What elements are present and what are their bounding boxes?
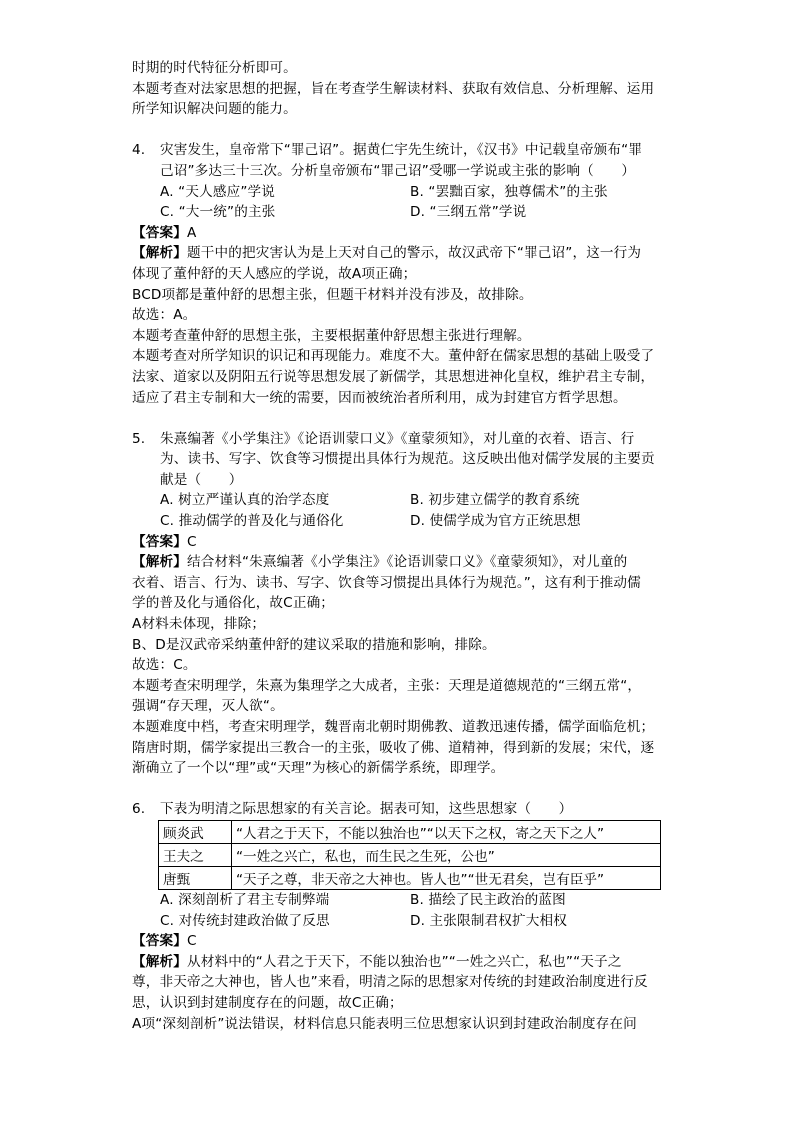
- thinker-quote: “天子之尊，非天帝之大神也。皆人也”“世无君矣，岂有臣乎”: [232, 866, 661, 889]
- answer-value: C: [186, 933, 197, 950]
- text-line: 本题考查对法家思想的把握，旨在考查学生解读材料、获取有效信息、分析理解、运用: [132, 80, 655, 97]
- option-c: C. 推动儒学的普及化与通俗化: [160, 513, 344, 530]
- analysis-line: 衣着、语言、行为、读书、写字、饮食等习惯提出具体行为规范。”，这有利于推动儒: [132, 574, 641, 591]
- analysis-line: 故选：A。: [132, 307, 197, 324]
- table-row: [159, 820, 661, 843]
- analysis-line: 本题难度中档，考查宋明理学，魏晋南北朝时期佛教、道教迅速传播，儒学面临危机；: [132, 719, 655, 735]
- options: [132, 890, 662, 931]
- analysis-block: [132, 243, 662, 408]
- analysis-line: 【解析】结合材料“朱熹编著《小学集注》《论语训蒙口义》《童蒙须知》，对儿童的: [132, 554, 628, 571]
- question-stem: [132, 140, 662, 181]
- option-a: A. 树立严谨认真的治学态度: [160, 492, 330, 509]
- answer-tag: 【答案】: [132, 533, 187, 550]
- analysis-line: 法家、道家以及阴阳五行说等思想发展了新儒学，其思想进神化皇权，维护君主专制，: [132, 368, 655, 385]
- options: [132, 182, 662, 223]
- question-stem: [132, 429, 662, 491]
- answer-tag: 【答案】: [132, 933, 187, 950]
- analysis-tag: 【解析】: [132, 953, 187, 970]
- analysis-line: 思，认识到封建制度存在的问题，故C正确；: [132, 994, 403, 1011]
- option-b: B. 描绘了民主政治的蓝图: [410, 891, 566, 908]
- answer-tag: 【答案】: [132, 224, 187, 241]
- stem-line: 灾害发生，皇帝常下“罪己诏”。据黄仁宇先生统计，《汉书》中记载皇帝颁布“罪: [160, 142, 643, 159]
- analysis-line: BCD项都是董仲舒的思想主张，但题干材料并没有涉及，故排除。: [132, 286, 533, 303]
- stem-line: 己诏”多达三十三次。分析皇帝颁布“罪己诏”受哪一学说或主张的影响（ ）: [160, 162, 636, 179]
- analysis-line: 适应了君主专制和大一统的需要，因而被统治者所利用，成为封建官方哲学思想。: [132, 389, 627, 406]
- table-row: [159, 866, 661, 889]
- answer-line: [132, 223, 662, 244]
- analysis-line: 本题考查宋明理学，朱熹为集理学之大成者，主张：天理是道德规范的“三纲五常“，: [132, 677, 642, 694]
- question-6: [132, 799, 662, 1034]
- option-d: D. 使儒学成为官方正统思想: [410, 513, 581, 530]
- question-stem: [132, 799, 662, 820]
- question-number: 5.: [132, 430, 146, 447]
- answer-value: A: [186, 224, 197, 241]
- table-row: [159, 843, 661, 866]
- analysis-line: 本题考查董仲舒的思想主张，主要根据董仲舒思想主张进行理解。: [132, 327, 531, 344]
- question-5: [132, 429, 662, 779]
- analysis-block: [132, 552, 662, 779]
- thinker-quote: “人君之于天下，不能以独治也”“以天下之权，寄之天下之人”: [232, 820, 661, 843]
- analysis-tag: 【解析】: [132, 245, 187, 262]
- stem-line: 为、读书、写字、饮食等习惯提出具体行为规范。这反映出他对儒学发展的主要贡: [160, 451, 655, 468]
- option-a: A. “天人感应”学说: [160, 183, 275, 200]
- analysis-line: 隋唐时期，儒学家提出三教合一的主张，吸收了佛、道精神，得到新的发展；宋代，逐: [132, 739, 655, 756]
- analysis-line: 体现了董仲舒的天人感应的学说，故A项正确；: [132, 265, 417, 282]
- analysis-line: 学的普及化与通俗化，故C正确；: [132, 595, 335, 612]
- analysis-line: 【解析】从材料中的“人君之于天下，不能以独治也”“一姓之兴亡，私也”“天子之: [132, 953, 622, 970]
- question-number: 4.: [132, 142, 146, 159]
- analysis-line: B、D是汉武帝采纳董仲舒的建议采取的措施和影响，排除。: [132, 636, 496, 653]
- analysis-line: 本题考查对所学知识的识记和再现能力。难度不大。董仲舒在儒家思想的基础上吸受了: [132, 348, 655, 365]
- option-d: D. “三纲五常”学说: [410, 204, 527, 221]
- text-line: 时期的时代特征分析即可。: [132, 60, 297, 76]
- analysis-line: 尊，非天帝之大神也，皆人也”来看，明清之际的思想家对传统的封建政治制度进行反: [132, 974, 648, 991]
- option-b: B. 初步建立儒学的教育系统: [410, 492, 580, 509]
- options: [132, 490, 662, 531]
- stem-line: 朱熹编著《小学集注》《论语训蒙口义》《童蒙须知》，对儿童的衣着、语言、行: [160, 430, 635, 447]
- option-c: C. “大一统”的主张: [160, 204, 276, 221]
- quotes-table: [158, 820, 661, 890]
- thinker-name: 王夫之: [159, 843, 232, 866]
- analysis-line: A项“深刻剖析”说法错误，材料信息只能表明三位思想家认识到封建政治制度存在问: [132, 1015, 637, 1032]
- option-d: D. 主张限制君权扩大相权: [410, 912, 567, 929]
- thinker-name: 唐甄: [159, 866, 232, 889]
- analysis-line: 故选：C。: [132, 657, 197, 674]
- question-number: 6.: [132, 801, 146, 818]
- analysis-line: A材料未体现，排除；: [132, 616, 266, 633]
- analysis-block: [132, 952, 662, 1034]
- intro-block: [132, 58, 662, 120]
- analysis-line: 渐确立了一个以“理”或“天理”为核心的新儒学系统，即理学。: [132, 760, 505, 777]
- option-a: A. 深刻剖析了君主专制弊端: [160, 891, 330, 908]
- answer-line: [132, 532, 662, 553]
- document-page: [132, 58, 662, 1034]
- analysis-line: 强调“存天理，灭人欲“。: [132, 698, 284, 715]
- thinker-name: 顾炎武: [159, 820, 232, 843]
- analysis-line: 【解析】题干中的把灾害认为是上天对自己的警示，故汉武帝下“罪己诏”，这一行为: [132, 245, 642, 262]
- analysis-tag: 【解析】: [132, 554, 187, 571]
- stem-line: 献是（ ）: [160, 471, 243, 488]
- text-line: 所学知识解决问题的能力。: [132, 101, 297, 118]
- thinker-quote: “一姓之兴亡，私也，而生民之生死，公也”: [232, 843, 661, 866]
- question-4: [132, 140, 662, 408]
- answer-line: [132, 931, 662, 952]
- option-c: C. 对传统封建政治做了反思: [160, 912, 330, 929]
- stem-line: 下表为明清之际思想家的有关言论。据表可知，这些思想家（ ）: [160, 801, 573, 818]
- option-b: B. “罢黜百家，独尊儒术”的主张: [410, 183, 608, 200]
- answer-value: C: [186, 533, 197, 550]
